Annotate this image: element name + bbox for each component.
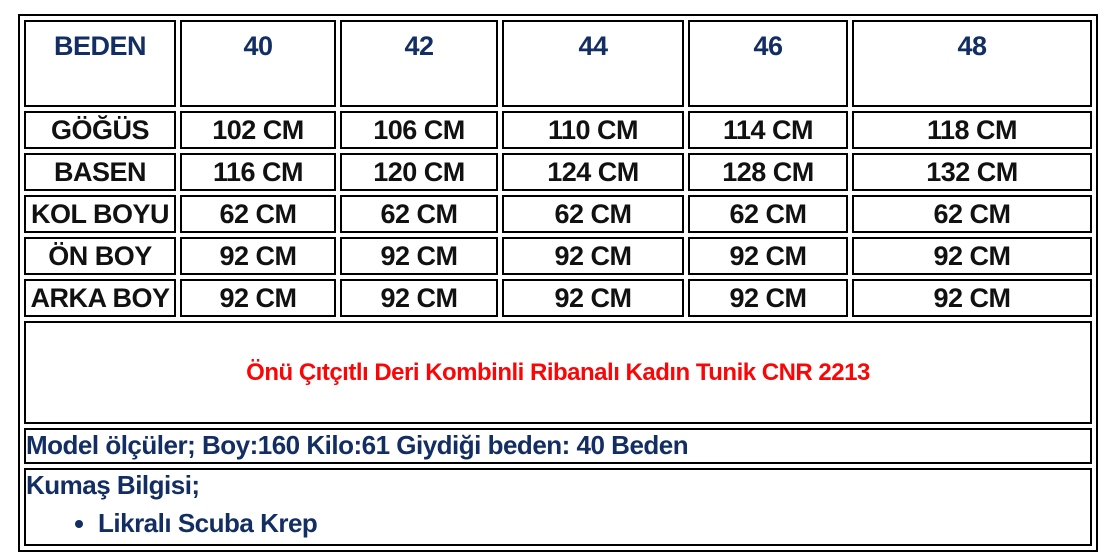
header-cell-size-48: 48 [852, 20, 1092, 107]
measurement-cell: 114 CM [688, 111, 848, 149]
fabric-list [26, 509, 1090, 539]
measurement-cell: 116 CM [180, 153, 336, 191]
table-row-on-boy [24, 237, 1092, 275]
header-cell-beden: BEDEN [24, 20, 176, 107]
measurement-cell: 118 CM [852, 111, 1092, 149]
measurement-cell: 62 CM [688, 195, 848, 233]
measurement-cell: 92 CM [688, 279, 848, 317]
size-header-row [24, 20, 1092, 107]
measurement-cell: 110 CM [502, 111, 684, 149]
measurement-cell: 92 CM [852, 279, 1092, 317]
row-label-cell: ÖN BOY [24, 237, 176, 275]
measurement-cell: 132 CM [852, 153, 1092, 191]
measurement-cell: 92 CM [852, 237, 1092, 275]
row-label-cell: ARKA BOY [24, 279, 176, 317]
measurement-cell: 62 CM [340, 195, 498, 233]
row-label-cell: KOL BOYU [24, 195, 176, 233]
table-row-arka-boy [24, 279, 1092, 317]
measurement-cell: 92 CM [340, 237, 498, 275]
table-row-gogus [24, 111, 1092, 149]
header-cell-size-40: 40 [180, 20, 336, 107]
header-cell-size-46: 46 [688, 20, 848, 107]
measurement-cell: 102 CM [180, 111, 336, 149]
row-label-cell: BASEN [24, 153, 176, 191]
header-cell-size-42: 42 [340, 20, 498, 107]
measurement-cell: 128 CM [688, 153, 848, 191]
product-title-row [24, 321, 1092, 423]
measurement-cell: 92 CM [180, 279, 336, 317]
header-cell-size-44: 44 [502, 20, 684, 107]
fabric-info-row [24, 468, 1092, 546]
table-row-kol-boyu [24, 195, 1092, 233]
measurement-cell: 62 CM [180, 195, 336, 233]
measurement-cell: 62 CM [502, 195, 684, 233]
fabric-heading: Kumaş Bilgisi; [26, 469, 200, 500]
measurement-cell: 92 CM [502, 237, 684, 275]
fabric-info-cell [24, 468, 1092, 546]
measurement-cell: 62 CM [852, 195, 1092, 233]
measurement-cell: 120 CM [340, 153, 498, 191]
measurement-cell: 92 CM [340, 279, 498, 317]
measurement-cell: 92 CM [180, 237, 336, 275]
fabric-item: • Likralı Scuba Krep [98, 509, 1090, 539]
product-title: Önü Çıtçıtlı Deri Kombinli Ribanalı Kadın Tunik CNR 2213 [24, 321, 1092, 423]
measurement-cell: 124 CM [502, 153, 684, 191]
measurement-cell: 106 CM [340, 111, 498, 149]
measurement-cell: 92 CM [502, 279, 684, 317]
row-label-cell: GÖĞÜS [24, 111, 176, 149]
model-info-row [24, 428, 1092, 464]
table-row-basen [24, 153, 1092, 191]
measurement-cell: 92 CM [688, 237, 848, 275]
model-info: Model ölçüler; Boy:160 Kilo:61 Giydiği beden: 40 Beden [24, 428, 1092, 464]
size-chart-table [18, 14, 1098, 552]
